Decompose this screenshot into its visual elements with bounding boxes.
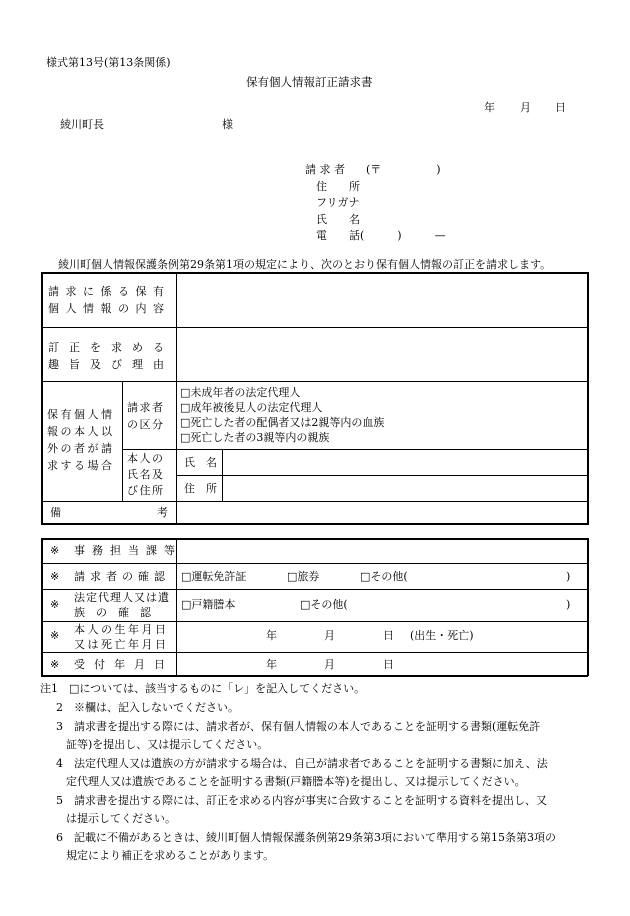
- category-option-adult-ward[interactable]: □成年被後見人の法定代理人: [180, 401, 323, 414]
- r3-option-family-register[interactable]: □戸籍謄本: [181, 598, 236, 611]
- requester-name-label: 氏 名: [316, 213, 360, 226]
- addressee-honorific: 様: [222, 118, 233, 131]
- r5-label: 受付年月日: [74, 658, 174, 671]
- r3-option-other[interactable]: □その他(: [300, 598, 348, 611]
- requester-category-options: [180, 385, 384, 445]
- date-day: 日: [555, 101, 566, 114]
- remarks-label-left: 備: [50, 506, 61, 519]
- note-4b: 定代理人又は遺族であることを証明する書類(戸籍謄本等)を提出し、又は提示してください。: [66, 775, 526, 788]
- category-option-minor[interactable]: □未成年者の法定代理人: [180, 386, 301, 399]
- principal-line1: 本人の: [127, 452, 165, 465]
- proxy-request-line4: 求する場合: [47, 459, 115, 472]
- note-6a: 6 記載に不備があるときは、綾川町個人情報保護条例第29条第3項において準用する第15条第3項の: [56, 831, 556, 844]
- r3-close: ): [566, 598, 571, 611]
- proxy-request-line3: 外の者が請: [47, 442, 115, 455]
- r5-day: 日: [383, 658, 394, 671]
- r3-line1: 法定代理人又は遺: [74, 591, 170, 604]
- requester-category-line1: 請求者: [127, 401, 165, 414]
- date-month: 月: [520, 101, 531, 114]
- r4-day: 日: [383, 629, 394, 642]
- note-6b: 規定により補正を求めることがあります。: [66, 849, 275, 862]
- requester-category-line2: の区分: [127, 418, 165, 431]
- note-3b: 証等)を提出し、又は提示してください。: [66, 738, 269, 751]
- r5-year: 年: [266, 658, 277, 671]
- proxy-request-line2: 報の本人以: [47, 425, 115, 438]
- principal-name-field[interactable]: [224, 451, 586, 473]
- requested-info-field[interactable]: [178, 274, 586, 326]
- intro-text: 綾川町個人情報保護条例第29条第1項の規定により、次のとおり保有個人情報の訂正を請求します。: [58, 258, 552, 271]
- requester-label: 請 求 者: [305, 163, 345, 176]
- row-correction-reason-line2: 趣旨及び理由: [48, 358, 174, 371]
- r4-line2: 又は死亡年月日: [74, 638, 169, 651]
- row-requested-info-line2: 個人情報の内容: [48, 302, 171, 315]
- requester-postal: (〒 ): [366, 163, 441, 176]
- principal-line2: 氏名及: [127, 468, 165, 481]
- remarks-field[interactable]: [178, 503, 586, 523]
- note-1: 注1 □については、該当するものに「レ」を記入してください。: [40, 682, 366, 695]
- row-requested-info-line1: 請求に係る保有: [48, 285, 171, 298]
- r3-line2: 族 の 確 認: [74, 606, 151, 619]
- principal-address-label: 住 所: [184, 482, 217, 495]
- r2-close: ): [566, 570, 571, 583]
- correction-reason-field[interactable]: [178, 329, 586, 380]
- remarks-label-right: 考: [157, 506, 168, 519]
- r4-birth-death: (出生・死亡): [410, 629, 474, 642]
- row-requested-info-label: [48, 283, 170, 317]
- note-5b: は提示してください。: [66, 812, 176, 825]
- note-4a: 4 法定代理人又は遺族の方が請求する場合は、自己が請求者であることを証明する書類に加え、法: [56, 757, 548, 770]
- addressee: 綾川町長: [60, 118, 104, 131]
- page-title: 保有個人情報訂正請求書: [246, 75, 373, 89]
- r4-line1: 本人の生年月日: [74, 623, 169, 636]
- category-option-spouse-kin[interactable]: □死亡した者の配偶者又は2親等内の血族: [180, 416, 385, 429]
- requester-category-label: [127, 399, 173, 433]
- r4-month: 月: [324, 629, 335, 642]
- r3-label: [74, 590, 170, 620]
- requester-address-label: 住 所: [316, 180, 360, 193]
- proxy-request-label: [47, 406, 119, 474]
- r2-label: 請求者の確認: [74, 570, 170, 583]
- r5-mark: ※: [50, 658, 60, 671]
- note-5a: 5 請求書を提出する際には、訂正を求める内容が事実に合致することを証明する資料を提出し、又: [56, 794, 547, 807]
- r2-option-passport[interactable]: □旅券: [287, 570, 320, 583]
- r5-month: 月: [324, 658, 335, 671]
- requester-furigana-label: フリガナ: [316, 196, 360, 209]
- category-option-third-degree[interactable]: □死亡した者の3親等内の親族: [180, 431, 330, 444]
- r4-year: 年: [266, 629, 277, 642]
- form-number: 様式第13号(第13条関係): [46, 56, 171, 69]
- row-correction-reason-line1: 訂正を求める: [48, 341, 174, 354]
- proxy-request-line1: 保有個人情: [47, 408, 115, 421]
- r4-mark: ※: [50, 629, 60, 642]
- r1-mark: ※: [50, 544, 60, 557]
- r2-option-other[interactable]: □その他(: [360, 570, 408, 583]
- r2-option-license[interactable]: □運転免許証: [181, 570, 247, 583]
- r1-label: 事務担当課等: [74, 544, 182, 557]
- note-2: 2 ※欄は、記入しないでください。: [56, 701, 239, 714]
- requester-phone-label: 電 話( ) —: [316, 229, 446, 242]
- r3-mark: ※: [50, 598, 60, 611]
- note-3a: 3 請求書を提出する際には、請求者が、保有個人情報の本人であることを証明する書類(運転免許: [56, 720, 541, 733]
- principal-name-address-label: [127, 451, 173, 499]
- principal-name-label: 氏 名: [184, 456, 217, 469]
- r2-mark: ※: [50, 570, 60, 583]
- row-correction-reason-label: [48, 339, 174, 373]
- principal-address-field[interactable]: [224, 477, 586, 499]
- principal-line3: び住所: [127, 484, 165, 497]
- date-year: 年: [484, 101, 495, 114]
- r4-label: [74, 622, 169, 652]
